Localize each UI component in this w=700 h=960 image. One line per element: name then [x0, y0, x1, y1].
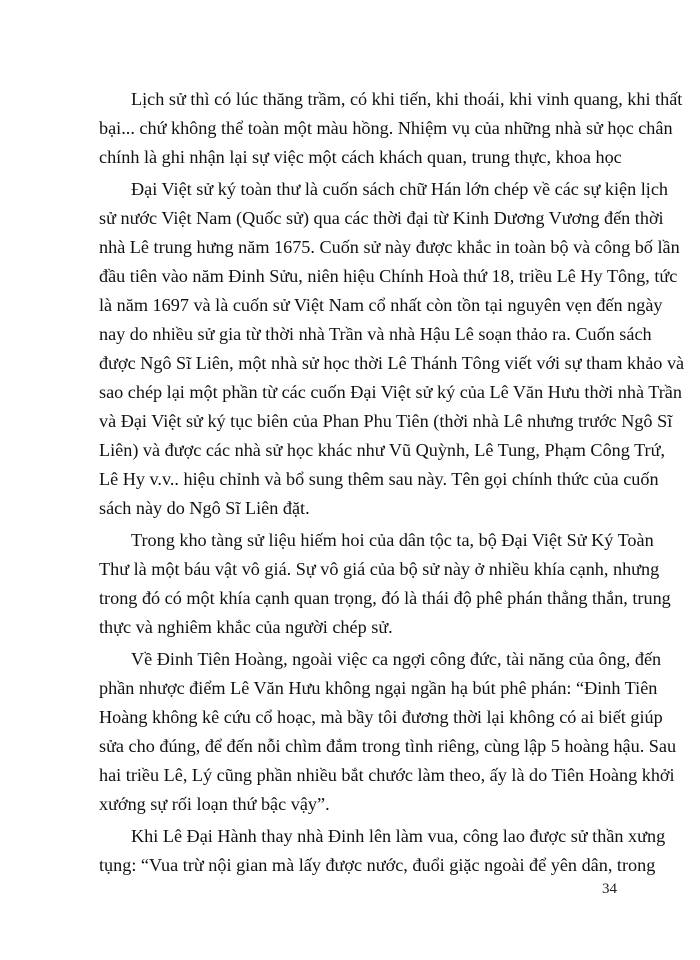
- text-line: thực và nghiêm khắc của người chép sử.: [99, 617, 393, 637]
- text-line: nay do nhiều sử gia từ thời nhà Trần và nhà Hậu Lê soạn thảo ra. Cuốn sách: [99, 324, 652, 344]
- text-line: trong đó có một khía cạnh quan trọng, đó là thái độ phê phán thẳng thắn, trung: [99, 588, 671, 608]
- text-line: Khi Lê Đại Hành thay nhà Đinh lên làm vua, công lao được sử thần xưng: [131, 826, 666, 846]
- text-line: phần nhược điểm Lê Văn Hưu không ngại ngần hạ bút phê phán: “Đinh Tiên: [99, 678, 658, 698]
- paragraph-dai-viet-su-ky: [99, 175, 685, 523]
- paragraph-treasure: [99, 526, 671, 642]
- text-line: nhà Lê trung hưng năm 1675. Cuốn sử này được khắc in toàn bộ và công bố lần: [99, 237, 680, 257]
- text-line: Trong kho tàng sử liệu hiếm hoi của dân tộc ta, bộ Đại Việt Sử Ký Toàn: [131, 530, 654, 550]
- text-line: Hoàng không kê cứu cổ hoạc, mà bầy tôi đương thời lại không có ai biết giúp: [99, 707, 663, 727]
- text-line: Lịch sử thì có lúc thăng trầm, có khi tiến, khi thoái, khi vinh quang, khi thất: [131, 89, 683, 109]
- body-text: [99, 85, 685, 880]
- text-line: đầu tiên vào năm Đinh Sửu, niên hiệu Chính Hoà thứ 18, triều Lê Hy Tông, tức: [99, 266, 678, 286]
- text-line: chính là ghi nhận lại sự việc một cách khách quan, trung thực, khoa học: [99, 147, 622, 167]
- page-number: 34: [602, 881, 617, 897]
- paragraph-le-dai-hanh: [99, 822, 666, 880]
- text-line: Đại Việt sử ký toàn thư là cuốn sách chữ Hán lớn chép về các sự kiện lịch: [131, 179, 669, 199]
- text-line: xướng sự rối loạn thứ bậc vậy”.: [99, 794, 330, 814]
- text-line: bại... chứ không thể toàn một màu hồng. Nhiệm vụ của những nhà sử học chân: [99, 118, 673, 138]
- text-line: Thư là một báu vật vô giá. Sự vô giá của bộ sử này ở nhiều khía cạnh, nhưng: [99, 559, 660, 579]
- text-line: được Ngô Sĩ Liên, một nhà sử học thời Lê Thánh Tông viết với sự tham khảo và: [99, 353, 685, 373]
- text-line: Lê Hy v.v.. hiệu chỉnh và bổ sung thêm sau này. Tên gọi chính thức của cuốn: [99, 469, 659, 489]
- paragraph-dinh-tien-hoang: [99, 645, 677, 819]
- text-line: Về Đinh Tiên Hoàng, ngoài việc ca ngợi công đức, tài năng của ông, đến: [131, 649, 662, 669]
- text-line: sửa cho đúng, để đến nỗi chìm đắm trong tình riêng, cùng lập 5 hoàng hậu. Sau: [99, 736, 677, 756]
- text-line: sử nước Việt Nam (Quốc sử) qua các thời đại từ Kinh Dương Vương đến thời: [99, 208, 664, 228]
- text-line: hai triều Lê, Lý cũng phần nhiều bắt chước làm theo, ấy là do Tiên Hoàng khởi: [99, 765, 675, 785]
- text-line: và Đại Việt sử ký tục biên của Phan Phu Tiên (thời nhà Lê nhưng trước Ngô Sĩ: [99, 411, 673, 431]
- text-line: sách này do Ngô Sĩ Liên đặt.: [99, 498, 310, 518]
- text-line: Liên) và được các nhà sử học khác như Vũ Quỳnh, Lê Tung, Phạm Công Trứ,: [99, 440, 665, 460]
- paragraph-history-ups-downs: [99, 85, 683, 172]
- text-line: là năm 1697 và là cuốn sử Việt Nam cổ nhất còn tồn tại nguyên vẹn đến ngày: [99, 295, 663, 315]
- text-line: tụng: “Vua trừ nội gian mà lấy được nước, đuổi giặc ngoài để yên dân, trong: [99, 855, 656, 875]
- text-line: sao chép lại một phần từ các cuốn Đại Việt sử ký của Lê Văn Hưu thời nhà Trần: [99, 382, 682, 402]
